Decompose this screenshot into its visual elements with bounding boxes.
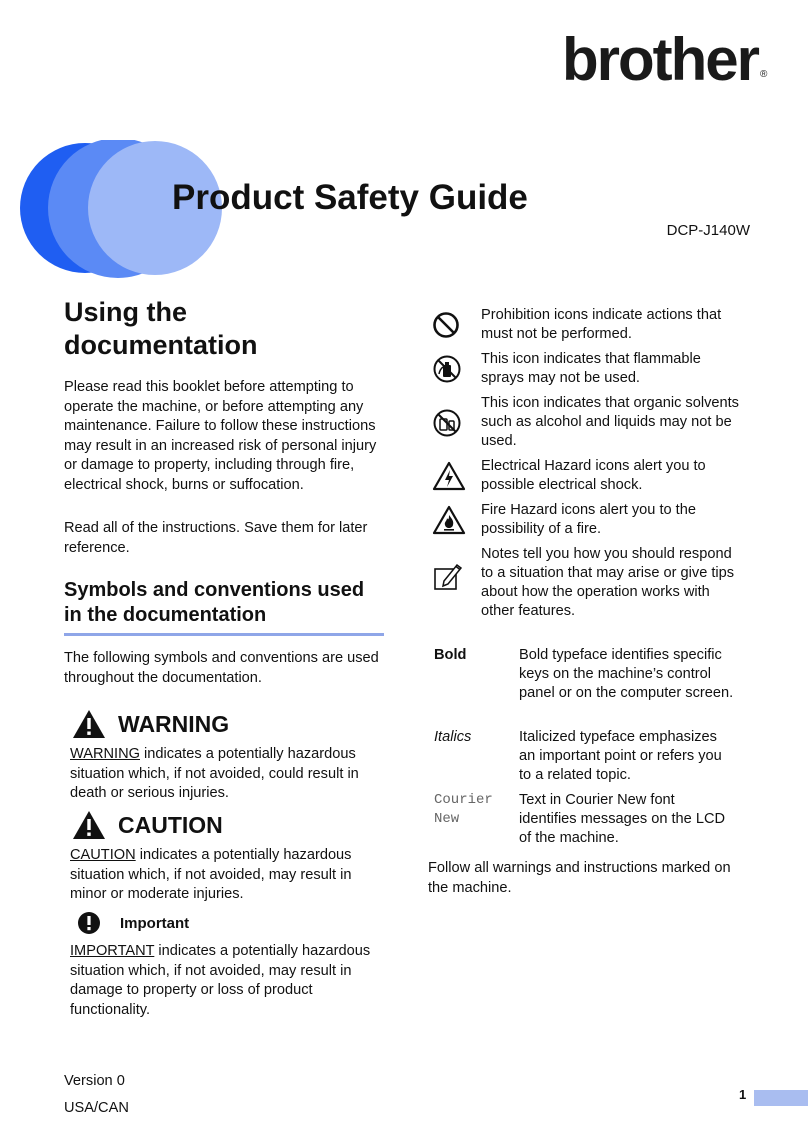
icon-description: This icon indicates that organic solvents such as alcohol and liquids may not be used.	[481, 395, 739, 449]
icon-row-prohibition	[432, 306, 762, 344]
fire-hazard-icon	[432, 505, 466, 535]
caution-block	[72, 810, 380, 905]
caution-text	[70, 846, 380, 905]
no-flammable-spray-icon	[432, 354, 462, 384]
important-block	[70, 912, 380, 1020]
convention-term: Courier New	[434, 792, 493, 827]
no-organic-solvent-icon	[432, 408, 462, 438]
warning-keyword: WARNING	[70, 746, 140, 762]
heading-rule	[64, 633, 384, 636]
convention-row-italics	[434, 728, 754, 785]
version-label: Version 0	[64, 1073, 125, 1089]
convention-description: Text in Courier New font identifies messages on the LCD of the machine.	[519, 792, 726, 846]
note-icon	[432, 561, 464, 593]
important-text	[70, 942, 380, 1020]
convention-row-courier	[434, 791, 754, 848]
icon-description: Electrical Hazard icons alert you to possible electrical shock.	[481, 458, 706, 493]
icon-row-fire	[432, 501, 762, 539]
icon-row-electrical	[432, 457, 762, 495]
page-title: Product Safety Guide	[172, 178, 528, 217]
important-keyword: IMPORTANT	[70, 943, 155, 959]
convention-row-bold	[434, 646, 754, 703]
important-header	[78, 912, 380, 934]
icon-description: Fire Hazard icons alert you to the possibility of a fire.	[481, 502, 696, 537]
important-exclamation-icon	[78, 912, 100, 934]
warning-description: indicates a potentially hazardous situation which, if not avoided, could result in death or serious injuries.	[70, 746, 359, 801]
region-label: USA/CAN	[64, 1100, 129, 1116]
brother-logo: brother ®	[562, 26, 768, 93]
registered-mark: ®	[760, 69, 768, 80]
icon-description: This icon indicates that flammable sprays may not be used.	[481, 351, 701, 386]
convention-term: Bold	[434, 647, 467, 663]
follow-warnings-note: Follow all warnings and instructions marked on the machine.	[428, 860, 731, 896]
caution-triangle-icon	[72, 810, 106, 840]
icon-row-organic-solvent	[432, 394, 762, 451]
warning-text	[70, 745, 380, 804]
convention-term: Italics	[434, 729, 472, 745]
intro-paragraph: Please read this booklet before attempting to operate the machine, or before attempting any maintenance. Failure to follow these instructions may result in an increased risk of personal injury or damage to property, including through fire, electrical shock, burns or suffocation.	[64, 379, 377, 493]
icon-row-note	[432, 545, 762, 621]
warning-triangle-icon	[72, 709, 106, 739]
convention-description: Italicized typeface emphasizes an important point or refers you to a related topic.	[519, 729, 722, 783]
prohibition-icon	[432, 311, 460, 339]
warning-block	[72, 709, 380, 804]
symbols-intro: The following symbols and conventions are used throughout the documentation.	[64, 650, 379, 686]
section-heading-symbols: Symbols and conventions used in the documentation	[64, 579, 365, 626]
convention-description: Bold typeface identifies specific keys on the machine’s control panel or on the computer screen.	[519, 647, 734, 701]
important-description: indicates a potentially hazardous situation which, if not avoided, may result in damage to property or loss of product functionality.	[70, 943, 371, 1018]
section-heading-using-documentation: Using the documentation	[64, 297, 258, 360]
important-title: Important	[120, 914, 190, 932]
model-number: DCP-J140W	[666, 222, 750, 239]
caution-keyword: CAUTION	[70, 847, 136, 863]
warning-header	[72, 709, 380, 739]
icon-row-flammable-spray	[432, 350, 762, 388]
intro-paragraph-2: Read all of the instructions. Save them for later reference.	[64, 520, 368, 556]
icon-description: Prohibition icons indicate actions that must not be performed.	[481, 307, 722, 342]
caution-title: CAUTION	[118, 811, 223, 838]
warning-title: WARNING	[118, 710, 230, 737]
icon-description: Notes tell you how you should respond to a situation that may arise or give tips about how the operation works with other features.	[481, 546, 735, 619]
page-tab-bar	[754, 1090, 808, 1106]
page-number: 1	[739, 1087, 747, 1102]
caution-header	[72, 810, 380, 840]
electrical-hazard-icon	[432, 461, 466, 491]
caution-description: indicates a potentially hazardous situation which, if not avoided, may result in minor or moderate injuries.	[70, 847, 352, 902]
